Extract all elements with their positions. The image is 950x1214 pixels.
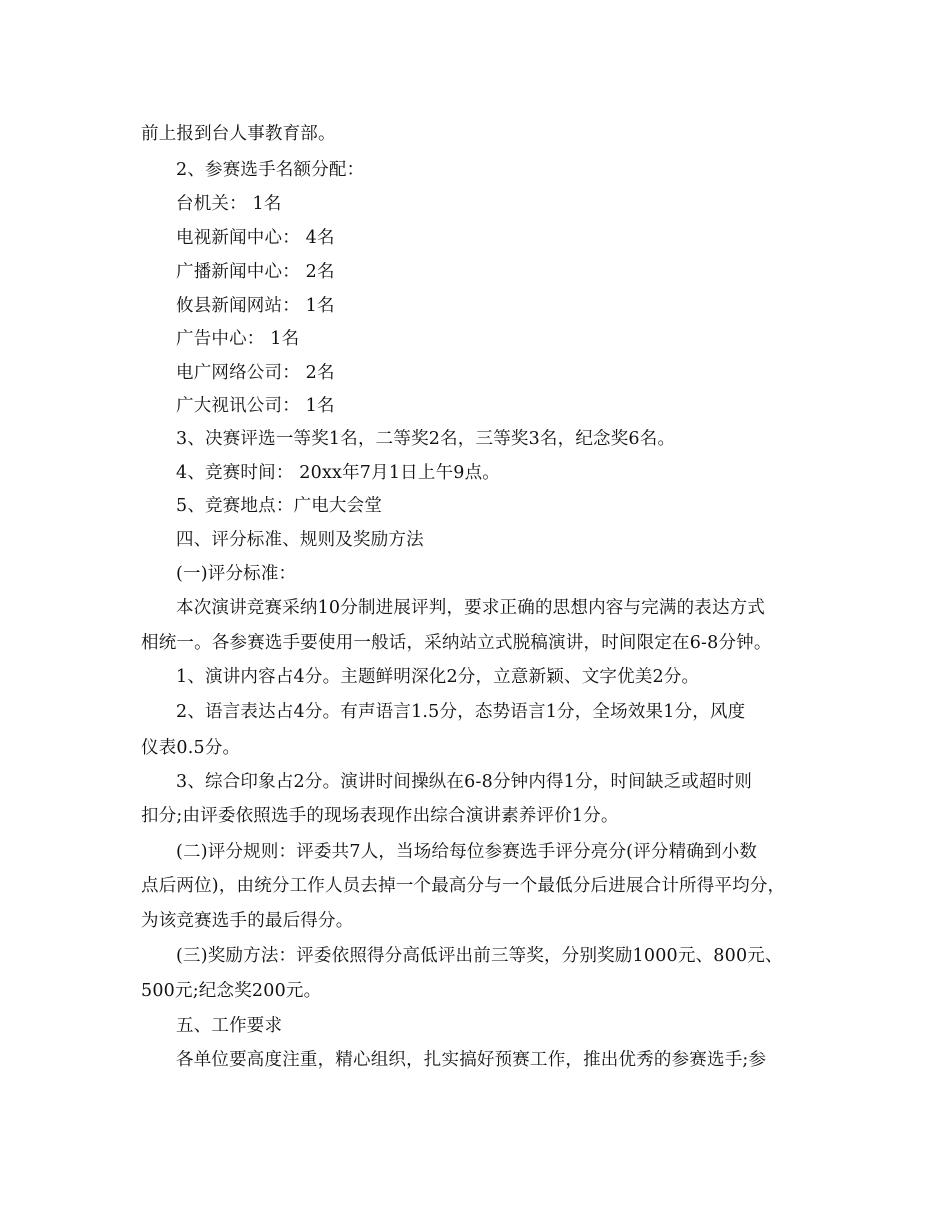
text-line: 扣分;由评委依照选手的现场表现作出综合演讲素养评价1分。 xyxy=(141,806,619,826)
text-line: 1、演讲内容占4分。主题鲜明深化2分，立意新颖、文字优美2分。 xyxy=(176,667,700,687)
text-line: 3、决赛评选一等奖1名，二等奖2名，三等奖3名，纪念奖6名。 xyxy=(176,429,676,449)
text-line: 广告中心： 1名 xyxy=(176,329,300,349)
text-line: 本次演讲竞赛采纳10分制进展评判，要求正确的思想内容与完满的表达方式 xyxy=(176,598,766,618)
text-line: 各单位要高度注重，精心组织，扎实搞好预赛工作，推出优秀的参赛选手;参 xyxy=(176,1050,767,1070)
text-line: 点后两位)，由统分工作人员去掉一个最高分与一个最低分后进展合计所得平均分， xyxy=(141,876,786,896)
text-line: 为该竞赛选手的最后得分。 xyxy=(141,911,354,931)
text-line: 前上报到台人事教育部。 xyxy=(141,124,336,144)
text-line: 2、语言表达占4分。有声语言1.5分，态势语言1分，全场效果1分，风度 xyxy=(176,702,746,722)
text-line: 广大视讯公司： 1名 xyxy=(176,396,335,416)
text-line: 相统一。各参赛选手要使用一般话，采纳站立式脱稿演讲，时间限定在6-8分钟。 xyxy=(141,633,772,653)
section-heading: 四、评分标准、规则及奖励方法 xyxy=(176,530,424,550)
text-line: 电视新闻中心： 4名 xyxy=(176,228,335,248)
text-line: 仪表0.5分。 xyxy=(141,738,241,758)
text-line: 电广网络公司： 2名 xyxy=(176,363,335,383)
text-line: 广播新闻中心： 2名 xyxy=(176,262,335,282)
text-line: 攸县新闻网站： 1名 xyxy=(176,296,335,316)
text-line: (三)奖励方法：评委依照得分高低评出前三等奖，分别奖励1000元、800元、 xyxy=(176,946,783,966)
text-line: 台机关： 1名 xyxy=(176,194,282,214)
text-line: 2、参赛选手名额分配： xyxy=(176,160,365,180)
subsection-heading: (一)评分标准： xyxy=(176,564,297,584)
text-line: 3、综合印象占2分。演讲时间操纵在6-8分钟内得1分，时间缺乏或超时则 xyxy=(176,772,753,792)
text-line: 500元;纪念奖200元。 xyxy=(141,981,322,1001)
text-line: 5、竞赛地点：广电大会堂 xyxy=(176,496,383,516)
text-line: (二)评分规则：评委共7人，当场给每位参赛选手评分亮分(评分精确到小数 xyxy=(176,842,758,862)
text-line: 4、竞赛时间： 20xx年7月1日上午9点。 xyxy=(176,463,501,483)
section-heading: 五、工作要求 xyxy=(176,1016,283,1036)
